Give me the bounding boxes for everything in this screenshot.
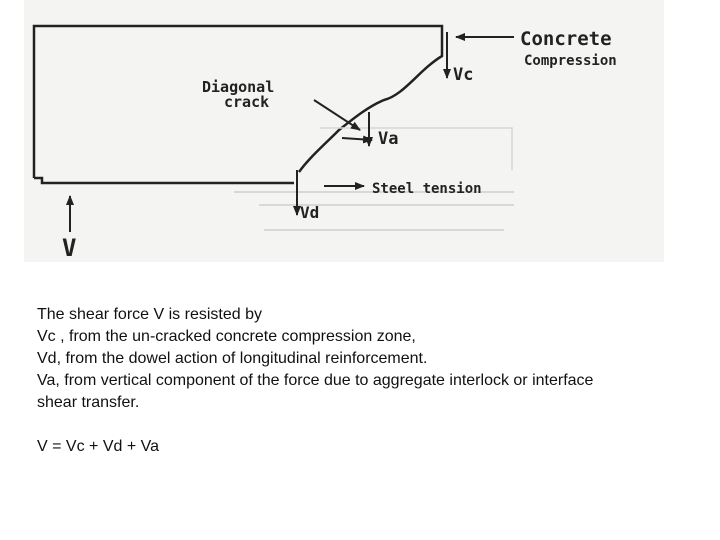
label-compression: Compression [524,53,617,69]
steel-line [34,178,294,183]
equation: V = Vc + Vd + Va [37,438,159,455]
label-crack: crack [224,93,270,111]
caption-line: Vc , from the un-cracked concrete compression zone, [37,328,416,345]
caption-line: Vd, from the dowel action of longitudinal reinforcement. [37,350,428,367]
caption-line: The shear force V is resisted by [37,306,262,323]
caption-text [37,304,677,458]
label-vc: Vc [453,65,474,85]
faint-box [320,128,512,170]
interlock-arrow [342,138,372,140]
caption-line: Va, from vertical component of the force due to aggregate interlock or interface [37,372,594,389]
caption-line: shear transfer. [37,394,140,411]
label-concrete: Concrete [520,28,612,50]
diagonal-crack-pointer [314,100,360,130]
faint-trace [234,192,514,230]
label-diagonal: Diagonal [202,78,275,96]
shear-diagram-svg [24,0,664,262]
label-va: Va [378,129,399,149]
shear-diagram [24,0,664,262]
label-v: V [62,234,77,262]
label-vd: Vd [300,203,320,222]
caption-spacer [37,414,677,436]
label-steel-tension: Steel tension [372,181,482,197]
